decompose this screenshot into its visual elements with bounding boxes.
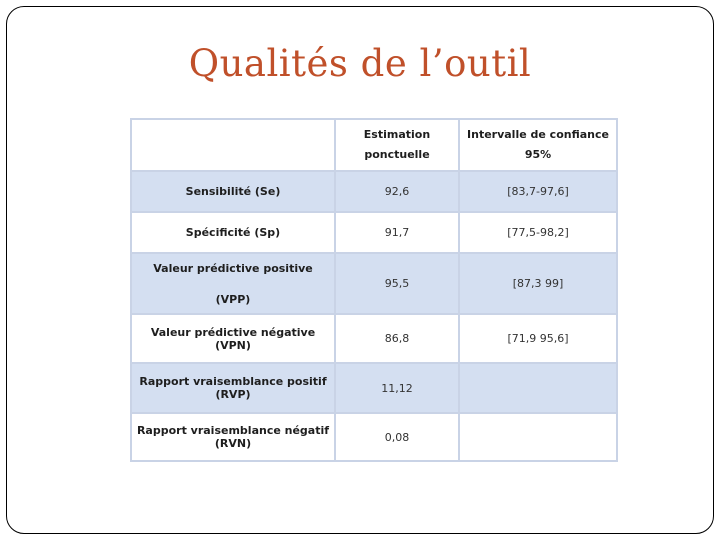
row-label: Sensibilité (Se) (131, 171, 335, 212)
row-estimate: 92,6 (335, 171, 459, 212)
row-label (131, 314, 335, 363)
row-label-line1: Rapport vraisemblance négatif (136, 424, 330, 437)
table-header-row (131, 119, 617, 171)
row-estimate: 86,8 (335, 314, 459, 363)
row-label-line2: (RVP) (215, 388, 251, 401)
table-row (131, 363, 617, 413)
row-estimate: 11,12 (335, 363, 459, 413)
row-interval: [83,7-97,6] (459, 171, 617, 212)
row-estimate: 91,7 (335, 212, 459, 253)
row-label-line2: (VPP) (215, 292, 251, 306)
table-row (131, 413, 617, 461)
header-interval (459, 119, 617, 171)
row-interval (459, 363, 617, 413)
table-row (131, 171, 617, 212)
row-estimate: 95,5 (335, 253, 459, 314)
row-label-line1: Valeur prédictive négative (150, 325, 316, 339)
results-table (130, 118, 618, 462)
header-empty-cell (131, 119, 335, 171)
row-estimate: 0,08 (335, 413, 459, 461)
slide-title: Qualités de l’outil (188, 42, 532, 85)
row-label: Spécificité (Sp) (131, 212, 335, 253)
table-row (131, 212, 617, 253)
header-interval-line1: Intervalle de confiance (467, 128, 609, 141)
row-label-line2: (VPN) (215, 338, 251, 352)
header-estimate-line1: Estimation (363, 128, 431, 141)
row-label-line1: Valeur prédictive positive (153, 261, 313, 275)
row-label (131, 253, 335, 314)
header-estimate (335, 119, 459, 171)
header-interval-line2: 95% (524, 148, 552, 161)
row-label-line2: (RVN) (214, 437, 252, 450)
row-label (131, 363, 335, 413)
table-row (131, 314, 617, 363)
table-row (131, 253, 617, 314)
row-label (131, 413, 335, 461)
row-interval: [71,9 95,6] (459, 314, 617, 363)
row-interval: [87,3 99] (459, 253, 617, 314)
row-label-line1: Rapport vraisemblance positif (139, 375, 327, 388)
row-interval (459, 413, 617, 461)
row-interval: [77,5-98,2] (459, 212, 617, 253)
header-estimate-line2: ponctuelle (364, 148, 430, 161)
